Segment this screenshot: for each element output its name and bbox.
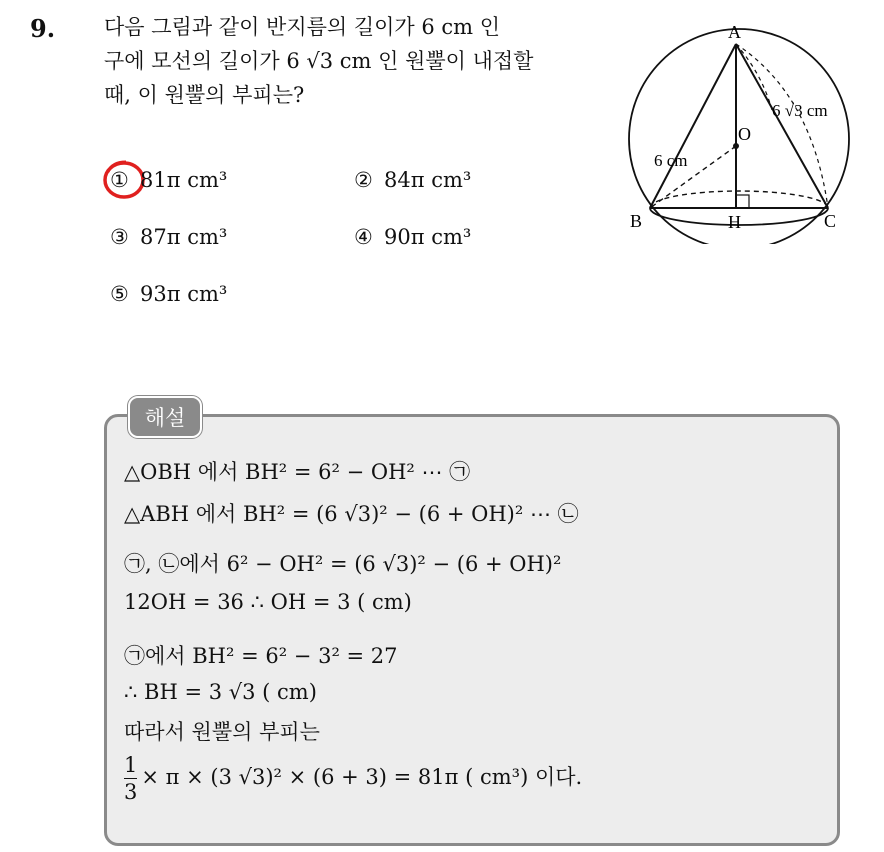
solution-line-3: ㉠, ㉡에서 6² − OH² = (6 √3)² − (6 + OH)² [124,552,562,576]
choice-5-mark: ⑤ [110,282,129,306]
radius-label: 6 cm [654,151,688,170]
question-text [104,10,604,112]
fraction-numerator: 1 [124,753,138,777]
choice-1-text: 81π cm³ [140,168,228,192]
volume-expression: × π × (3 √3)² × (6 + 3) = 81π ( cm³) 이다. [141,765,583,789]
solution-line-8 [124,752,582,805]
choice-4-mark: ④ [354,225,373,249]
solution-line-4: 12OH = 36 ∴ OH = 3 ( cm) [124,590,412,614]
solution-line-7: 따라서 원뿔의 부피는 [124,720,320,744]
choice-3-mark: ③ [110,225,129,249]
question-line-3: 때, 이 원뿔의 부피는? [104,83,305,107]
solution-line-5: ㉠에서 BH² = 6² − 3² = 27 [124,644,398,668]
right-angle-mark [736,195,749,208]
label-C: C [824,211,837,231]
choice-1-mark: ① [110,168,129,192]
label-B: B [630,211,643,231]
cone-edge-AB [650,44,736,208]
choice-5[interactable] [110,282,227,306]
question-line-1: 다음 그림과 같이 반지름의 길이가 6 cm 인 [104,15,501,39]
cone-in-sphere-figure [622,14,862,244]
label-A: A [728,22,741,42]
choice-3[interactable] [110,225,227,249]
choice-4[interactable] [354,225,471,249]
choice-2-text: 84π cm³ [384,168,472,192]
solution-line-6: ∴ BH = 3 √3 ( cm) [124,680,317,704]
fraction-denominator: 3 [124,780,138,804]
question-number: 9. [30,14,56,43]
slant-height-label: 6 √3 cm [772,101,828,120]
choice-5-text: 93π cm³ [140,282,228,306]
choice-2[interactable] [354,168,471,192]
choice-4-text: 90π cm³ [384,225,472,249]
label-O: O [738,124,751,144]
label-H: H [728,212,741,232]
solution-line-1: △OBH 에서 BH² = 6² − OH² ⋯ ㉠ [124,460,471,484]
choice-1[interactable] [110,168,227,192]
base-ellipse-back [650,191,828,208]
choice-2-mark: ② [354,168,373,192]
choice-3-text: 87π cm³ [140,225,228,249]
solution-line-2: △ABH 에서 BH² = (6 √3)² − (6 + OH)² ⋯ ㉡ [124,502,579,526]
fraction-one-third [124,752,137,805]
solution-badge: 해설 [128,396,202,438]
question-line-2: 구에 모선의 길이가 6 √3 cm 인 원뿔이 내접할 [104,49,534,73]
